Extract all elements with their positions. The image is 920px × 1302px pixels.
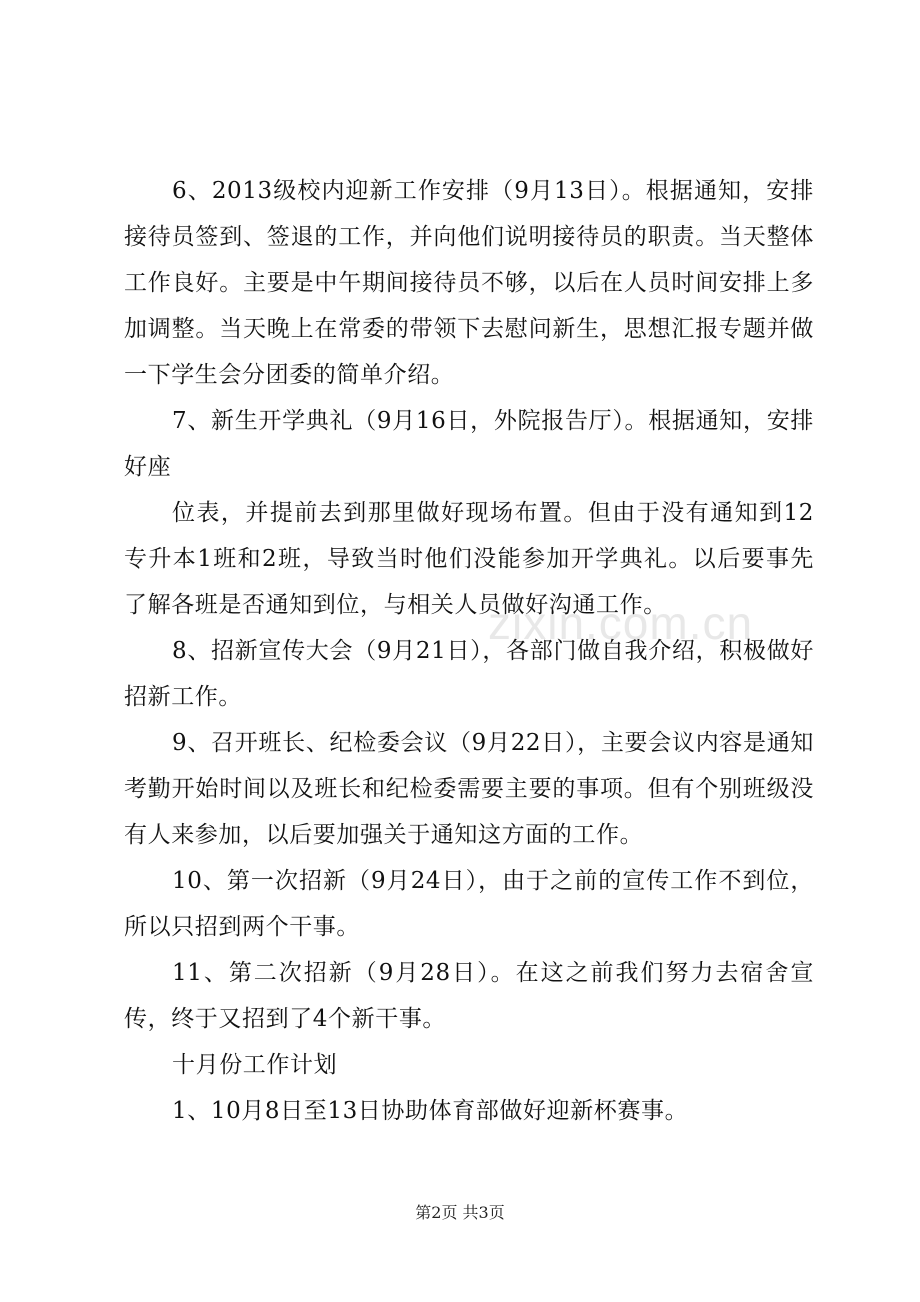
section-heading-october-plan: 十月份工作计划: [172, 1052, 338, 1078]
paragraph-item-7: 7、新生开学典礼（9月16日，外院报告厅）。根据通知，安排好座: [124, 408, 814, 480]
paragraph-item-10: 10、第一次招新（9月24日），由于之前的宣传工作不到位，所以只招到两个干事。: [124, 868, 814, 940]
page-footer: 第2页 共3页: [415, 1203, 505, 1222]
paragraph-item-11: 11、第二次招新（9月28日）。在这之前我们努力去宿舍宣传，终于又招到了4个新干事。: [124, 960, 814, 1032]
plan-item-1: 1、10月8日至13日协助体育部做好迎新杯赛事。: [172, 1098, 689, 1124]
paragraph-item-9: 9、召开班长、纪检委会议（9月22日），主要会议内容是通知考勤开始时间以及班长和纪检委需要主要的事项。但有个别班级没有人来参加，以后要加强关于通知这方面的工作。: [124, 730, 814, 848]
paragraph-item-6: 6、2013级校内迎新工作安排（9月13日）。根据通知，安排接待员签到、签退的工作，并向他们说明接待员的职责。当天整体工作良好。主要是中午期间接待员不够，以后在人员时间安排上多加调整。当天晚上在常委的带领下去慰问新生，思想汇报专题并做一下学生会分团委的简单介绍。: [124, 178, 814, 388]
paragraph-item-8: 8、招新宣传大会（9月21日），各部门做自我介绍，积极做好招新工作。: [124, 638, 814, 710]
paragraph-item-7-continued: 位表，并提前去到那里做好现场布置。但由于没有通知到12专升本1班和2班，导致当时他们没能参加开学典礼。以后要事先了解各班是否通知到位，与相关人员做好沟通工作。: [124, 500, 814, 618]
document-body: [124, 168, 814, 1134]
watermark-text: zixin.com.cn: [488, 597, 754, 649]
